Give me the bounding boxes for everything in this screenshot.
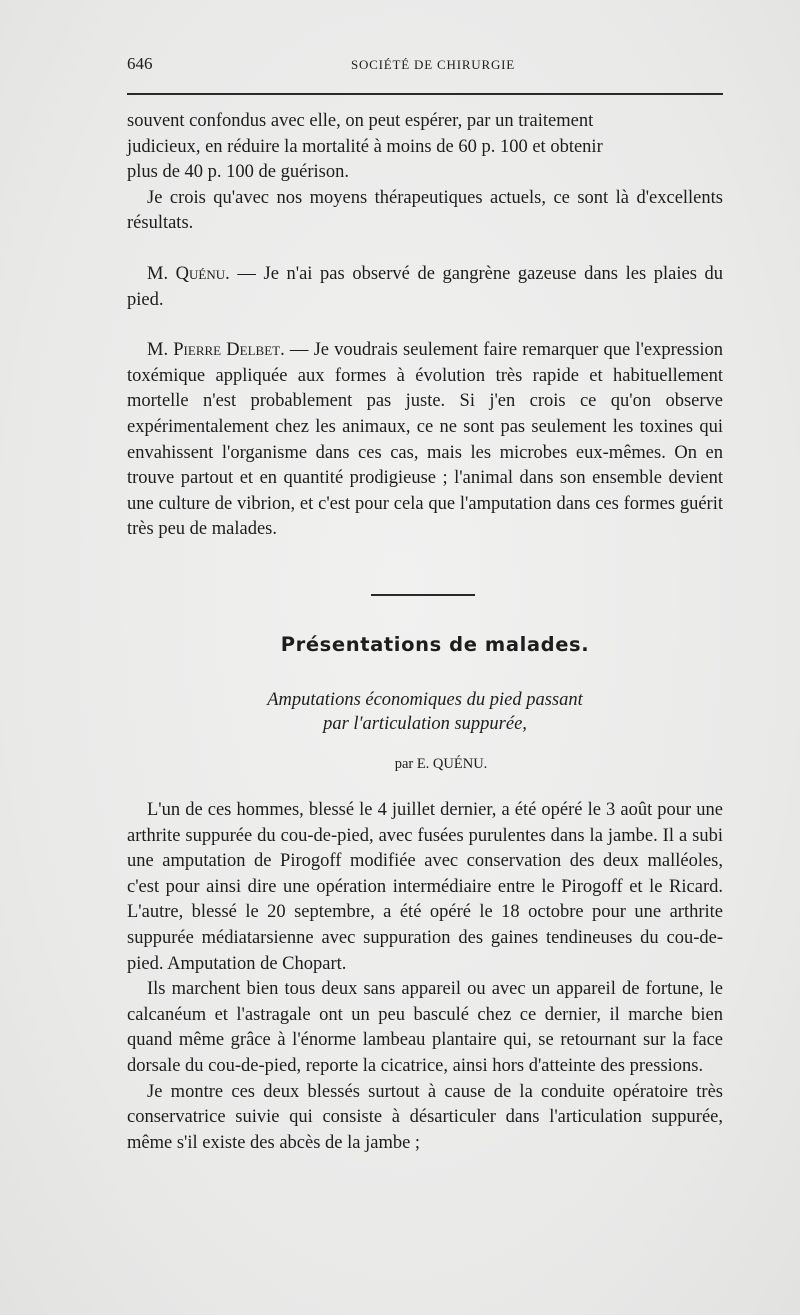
discussion-text bbox=[127, 109, 723, 543]
continuation-line: plus de 40 p. 100 de guérison. bbox=[127, 162, 349, 183]
header-rule bbox=[127, 93, 723, 95]
running-head bbox=[127, 54, 723, 76]
article-paragraph: L'un de ces hommes, blessé le 4 juillet dernier, a été opéré le 3 août pour une arthrite suppurée du cou-de-pied, avec fusées purulentes dans la jambe. Il a subi une amputation de Pirogoff modifiée avec conservation des deux malléoles, c'est pour ainsi dire une opération intermédiaire entre le Pirogoff et le Ricard. L'autre, blessé le 20 septembre, a été opéré le 18 octobre pour une arthrite suppurée médiatarsienne avec suppuration des gaines tendineuses du cou-de-pied. Amputation de Chopart. bbox=[127, 800, 723, 974]
article-paragraph: Ils marchent bien tous deux sans appareil ou avec un appareil de fortune, le calcanéum et l'astragale ont un peu basculé chez ce dernier, il marche bien quand même grâce à l'énorme lambeau plantaire qui, se retournant sur la face dorsale du cou-de-pied, reporte la cicatrice, ainsi hors d'atteinte des pressions. bbox=[127, 979, 723, 1076]
continuation-paragraph: Je crois qu'avec nos moyens thérapeutiques actuels, ce sont là d'excellents résultats. bbox=[127, 187, 723, 234]
article-paragraph: Je montre ces deux blessés surtout à cause de la conduite opératoire très conservatrice suivie qui consiste à désarticuler dans l'articulation suppurée, même s'il existe des abcès de la jambe ; bbox=[127, 1081, 723, 1153]
delbet-remark bbox=[127, 338, 723, 543]
speaker-name: M. Quénu. bbox=[147, 263, 230, 284]
continuation-line: judicieux, en réduire la mortalité à moins de 60 p. 100 et obtenir bbox=[127, 136, 603, 157]
article-subtitle bbox=[127, 688, 723, 736]
subtitle-line: Amputations économiques du pied passant bbox=[267, 690, 583, 710]
running-title: SOCIÉTÉ DE CHIRURGIE bbox=[350, 57, 516, 72]
section-title: Présentations de malades. bbox=[280, 633, 590, 656]
remark-text: — Je n'ai pas observé de gangrène gazeuse dans les plaies du pied. bbox=[127, 263, 724, 310]
author-byline: par E. QUÉNU. bbox=[394, 756, 488, 772]
continuation-line: souvent confondus avec elle, on peut espérer, par un traitement bbox=[127, 111, 594, 131]
speaker-name: M. Pierre Delbet. bbox=[147, 340, 285, 361]
quenu-remark bbox=[127, 262, 723, 313]
remark-text: — Je voudrais seulement faire remarquer que l'expression toxémique appliquée aux formes à évolution très rapide et habituellement mortelle n'est probablement pas juste. Si j'en crois ce qu'on observe expérimentalement chez les animaux, ce ne sont pas seulement les toxines qui envahissent l'organisme dans ces cas, mais les microbes eux-mêmes. On en trouve partout et en quantité prodigieuse ; l'animal dans son ensemble devient une culture de vibrion, et c'est pour cela que l'amputation dans ces formes guérit très peu de malades. bbox=[127, 340, 723, 540]
subtitle-line: par l'articulation suppurée, bbox=[323, 714, 527, 734]
page-number: 646 bbox=[127, 54, 153, 73]
article-text bbox=[127, 798, 723, 1156]
section-divider bbox=[371, 594, 475, 596]
